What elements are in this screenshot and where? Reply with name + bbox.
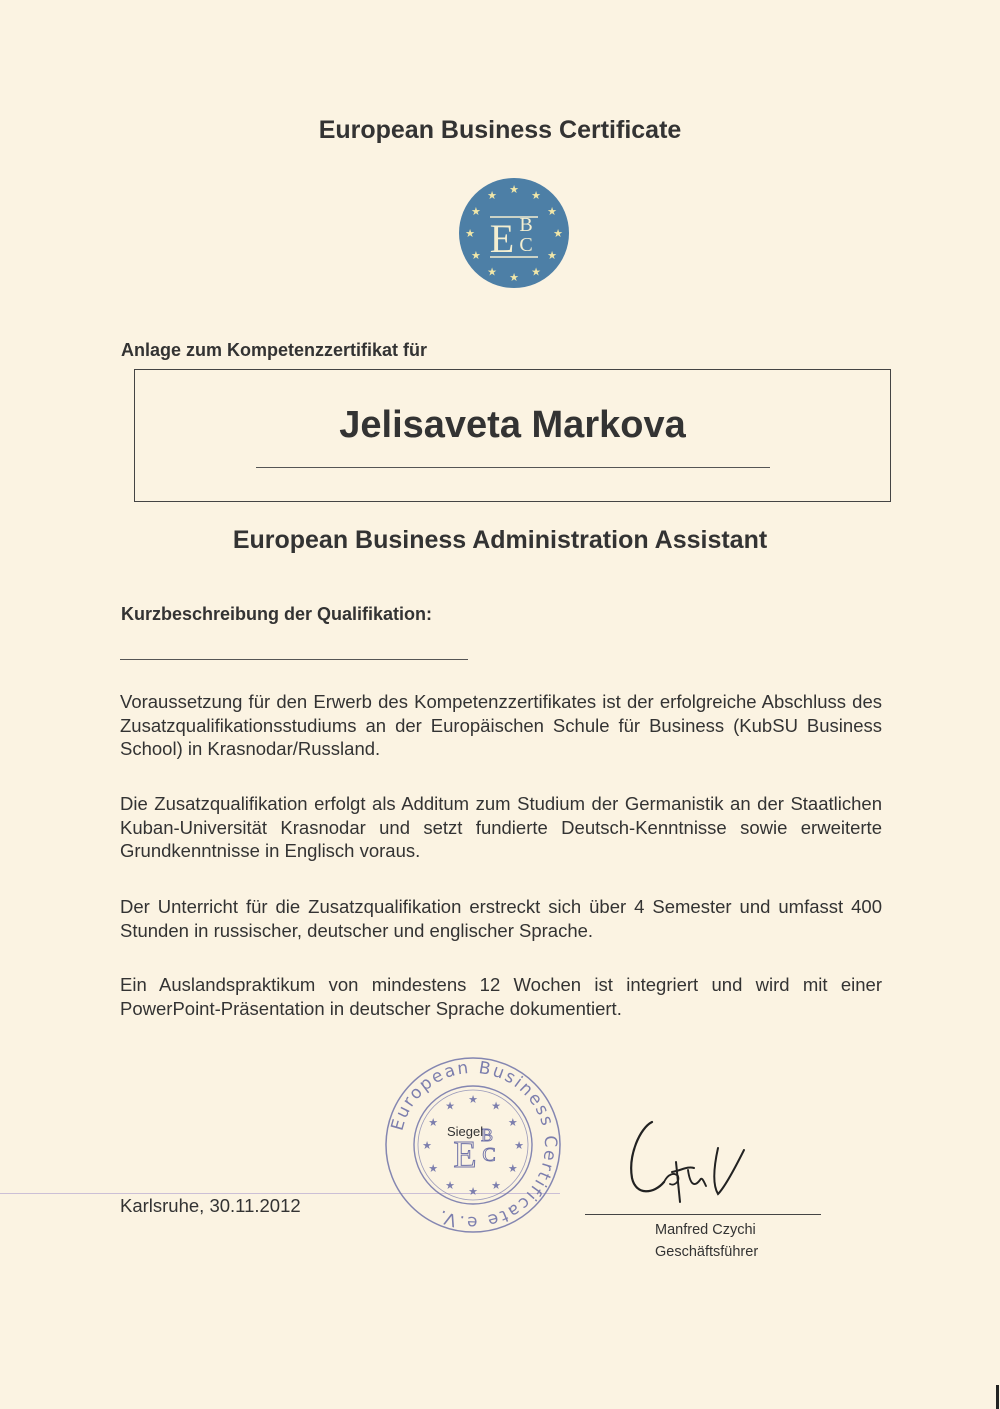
- seal-star-icon: ★: [445, 1179, 455, 1192]
- paragraph-internship: Ein Auslandspraktikum von mindestens 12 Wochen ist integriert und wird mit einer PowerPoint-Präsentation in deutscher Sprache dokumentiert.: [120, 974, 882, 1019]
- logo-star-icon: ★: [487, 265, 497, 279]
- section-underline: [120, 659, 468, 660]
- seal-label: Siegel: [447, 1124, 484, 1139]
- seal-letter-c: C: [482, 1144, 496, 1166]
- signer-role: Geschäftsführer: [655, 1244, 759, 1260]
- paragraph-prerequisite: Voraussetzung für den Erwerb des Kompetenzzertifikates ist der erfolgreiche Abschluss des Zusatzqualifikationsstudiums an der Europäischen Schule für Business (KubSU Business School) in Krasnodar/Russland.: [120, 691, 882, 759]
- seal-star-icon: ★: [491, 1179, 501, 1192]
- logo-letter-e: E: [489, 216, 515, 261]
- logo-star-icon: ★: [547, 249, 558, 263]
- name-underline: [256, 467, 770, 468]
- seal-letter-b: B: [480, 1125, 494, 1145]
- seal-star-icon: ★: [422, 1139, 432, 1153]
- paragraph-lessons: Der Unterricht für die Zusatzqualifikation erstreckt sich über 4 Semester und umfasst 400 Stunden in russischer, deutscher und englischer Sprache.: [120, 896, 882, 941]
- section-heading: Kurzbeschreibung der Qualifikation:: [121, 604, 433, 624]
- logo-star-icon: ★: [509, 271, 519, 285]
- logo-star-icon: ★: [470, 205, 481, 219]
- logo-star-icon: ★: [470, 249, 481, 263]
- logo-star-icon: ★: [487, 189, 497, 203]
- seal-star-icon: ★: [507, 1162, 518, 1176]
- signature-line: [585, 1214, 821, 1215]
- paragraph-additum: Die Zusatzqualifikation erfolgt als Additum zum Studium der Germanistik an der Staatlichen Kuban-Universität Krasnodar und setzt fundierte Deutsch-Kenntnisse sowie erweiterte Grundkenntnisse in Englisch voraus.: [120, 793, 882, 861]
- seal-star-icon: ★: [468, 1185, 478, 1199]
- logo-star-icon: ★: [509, 183, 519, 197]
- logo-star-icon: ★: [547, 205, 558, 219]
- seal-star-icon: ★: [428, 1162, 439, 1176]
- holder-name-box: [134, 369, 891, 502]
- ebc-logo: [458, 176, 570, 290]
- logo-star-icon: ★: [553, 227, 563, 241]
- logo-letter-c: C: [519, 234, 533, 256]
- logo-star-icon: ★: [531, 265, 541, 279]
- signer-name: Manfred Czychi: [655, 1222, 756, 1238]
- scan-edge-mark: [996, 1385, 999, 1409]
- annex-subtitle: Anlage zum Kompetenzzertifikat für: [121, 340, 428, 360]
- qualification-title: European Business Administration Assistant: [232, 526, 768, 554]
- handwritten-signature: [622, 1110, 752, 1210]
- seal-letter-e: E: [453, 1134, 477, 1176]
- seal-star-icon: ★: [445, 1099, 455, 1113]
- logo-star-icon: ★: [465, 227, 475, 241]
- logo-star-icon: ★: [531, 189, 541, 203]
- seal-star-icon: ★: [491, 1099, 501, 1113]
- logo-letter-b: B: [519, 214, 533, 236]
- seal-ring-text: European Business Certificate e.V.: [387, 1057, 561, 1233]
- document-title: European Business Certificate: [318, 116, 682, 144]
- place-date: Karlsruhe, 30.11.2012: [120, 1195, 301, 1216]
- seal-star-icon: ★: [468, 1093, 478, 1107]
- seal-star-icon: ★: [507, 1116, 518, 1130]
- seal-star-icon: ★: [428, 1116, 439, 1130]
- seal-stamp: [383, 1057, 563, 1233]
- holder-name: Jelisaveta Markova: [339, 404, 686, 446]
- seal-star-icon: ★: [514, 1139, 524, 1153]
